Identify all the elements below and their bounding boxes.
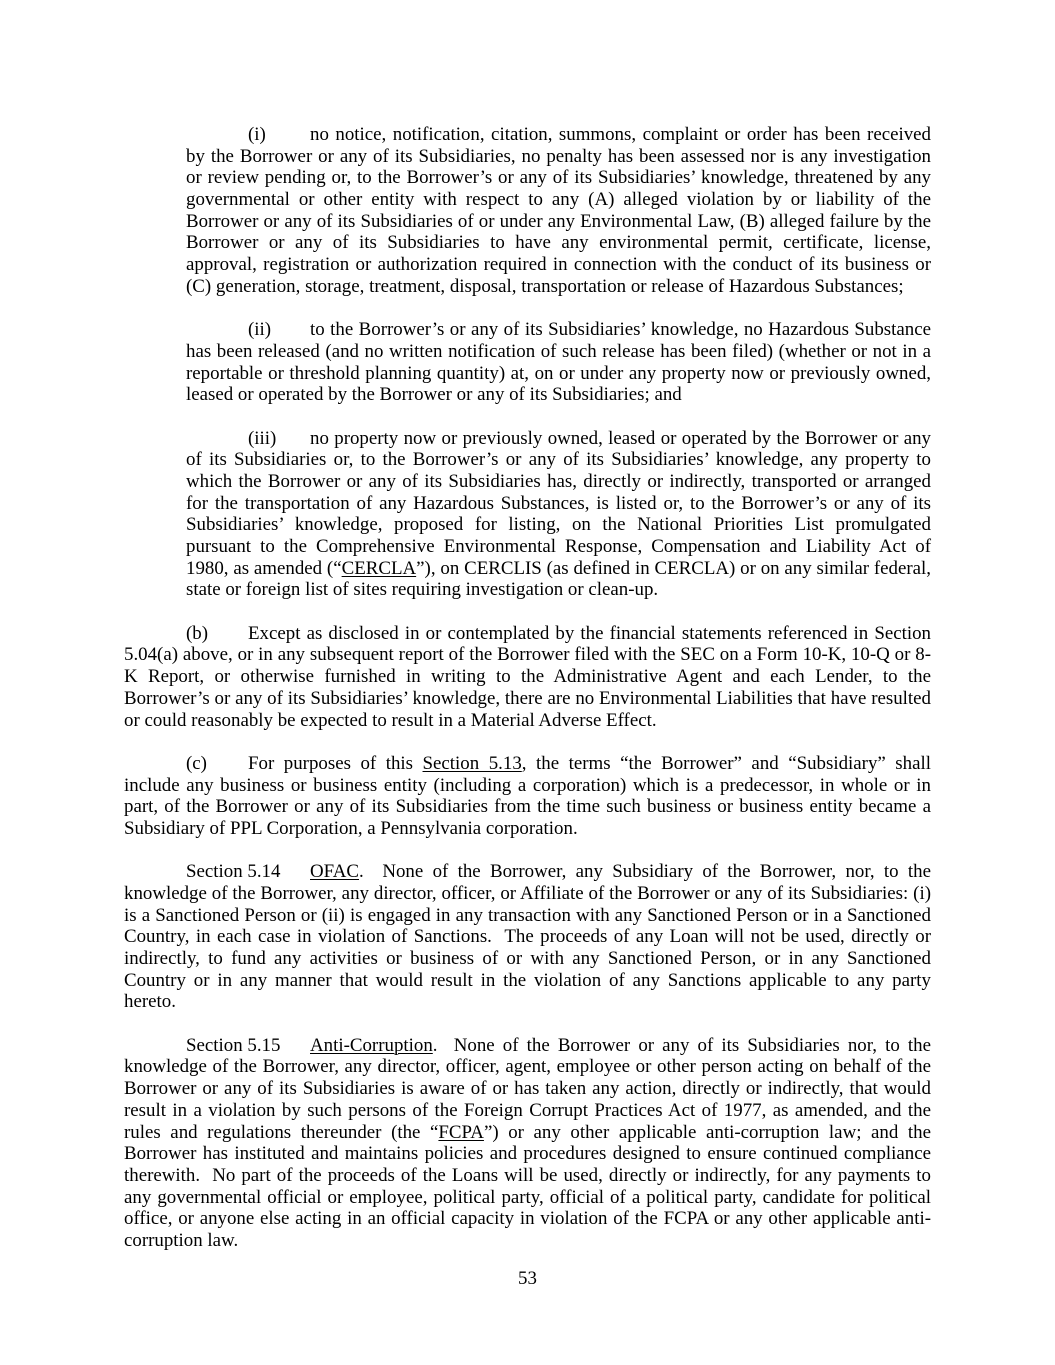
page-number: 53: [518, 1268, 537, 1289]
section-5-15: [124, 1034, 936, 1252]
section-text: . None of the Borrower, any Subsidiary of the Borrower, nor, to the knowledge of the Borrower, any director, officer, or Affiliate of the Borrower or any of its Subsidiaries: (i) is a Sanctioned Person or (ii) is engaged in any transaction with any Sanctioned Person or in a Sanctioned Country, in each case in violation of Sanctions. The proceeds of any Loan will not be used, directly or indirectly, to fund any activities or business of or with any Sanctioned Person, or in any Sanctioned Country or in any manner that would result in the violation of any Sanctions applicable to any party hereto.: [124, 861, 936, 1013]
page-body: [124, 124, 936, 1273]
clause-label: (iii): [248, 427, 277, 449]
section-heading: OFAC: [310, 861, 359, 883]
defined-term-cercla: CERCLA: [341, 557, 417, 579]
paragraph-environmental-iii: [186, 427, 936, 602]
clause-label: (b): [186, 622, 209, 644]
section-number: Section 5.15: [186, 1034, 281, 1056]
paragraph-environmental-ii: [186, 319, 936, 406]
clause-text: For purposes of this: [248, 752, 423, 774]
defined-term-fcpa: FCPA: [438, 1121, 484, 1143]
clause-label: (c): [186, 752, 207, 774]
paragraph-b: [124, 622, 936, 731]
clause-text: no notice, notification, citation, summons, complaint or order has been received by the Borrower or any of its Subsidiaries, no penalty has been assessed nor is any investigation or review pending or, to the Borrower’s or any of its Subsidiaries’ knowledge, threatened by any governmental or other entity with respect to any (A) alleged violation by or liability of the Borrower or any of its Subsidiaries of or under any Environmental Law, (B) alleged failure by the Borrower or any of its Subsidiaries to have any environmental permit, certificate, license, approval, registration or authorization required in connection with the conduct of its business or (C) generation, storage, treatment, disposal, transportation or release of Hazardous Substances;: [186, 124, 936, 297]
section-heading: Anti-Corruption: [310, 1034, 433, 1056]
clause-text: no property now or previously owned, leased or operated by the Borrower or any of its Subsidiaries or, to the Borrower’s or any of its Subsidiaries’ knowledge, any property to which the Borrower or any of its Subsidiaries has, directly or indirectly, transported or arranged for the transportation of any Hazardous Substances, is listed or, to the Borrower’s or any of its Subsidiaries’ knowledge, proposed for listing, on the National Priorities List promulgated pursuant to the Comprehensive Environmental Response, Compensation and Liability Act of 1980, as amended (“: [186, 427, 936, 579]
paragraph-c: [124, 752, 936, 840]
section-5-14: [124, 861, 936, 1013]
clause-text: ”), on CERCLIS (as defined in CERCLA) or on any similar federal, state or foreign list of sites requiring investigation or clean-up.: [186, 557, 936, 601]
clause-text: Except as disclosed in or contemplated by the financial statements referenced in Section 5.04(a) above, or in any subsequent report of the Borrower filed with the SEC on a Form 10-K, 10-Q or 8-K Report, or otherwise furnished in writing to the Administrative Agent and each Lender, to the Borrower’s or any of its Subsidiaries’ knowledge, there are no Environmental Liabilities that have resulted or could reasonably be expected to result in a Material Adverse Effect.: [124, 622, 936, 731]
clause-label: (i): [248, 124, 266, 145]
section-number: Section 5.14: [186, 861, 281, 883]
section-text: . None of the Borrower or any of its Subsidiaries nor, to the knowledge of the Borrower, any director, officer, agent, employee or other person acting on behalf of the Borrower or any of its Subsidiaries is aware of or has taken any action, directly or indirectly, that would result in a violation by such persons of the Foreign Corrupt Practices Act of 1977, as amended, and the rules and regulations thereunder (the “: [124, 1034, 936, 1143]
section-text: ”) or any other applicable anti-corruption law; and the Borrower has instituted and maintains policies and procedures designed to ensure continued compliance therewith. No part of the proceeds of the Loans will be used, directly or indirectly, for any payments to any governmental official or employee, political party, official of a political party, candidate for political office, or anyone else acting in an official capacity in violation of the FCPA or any other applicable anti-corruption law.: [124, 1121, 936, 1251]
clause-text: to the Borrower’s or any of its Subsidiaries’ knowledge, no Hazardous Substance has been released (and no written notification of such release has been filed) (whether or not in a reportable or threshold planning quantity) at, on or under any property now or previously owned, leased or operated by the Borrower or any of its Subsidiaries; and: [186, 319, 936, 406]
paragraph-environmental-i: [186, 124, 936, 298]
clause-text: , the terms “the Borrower” and “Subsidiary” shall include any business or business entity (including a corporation) which is a predecessor, in whole or in part, of the Borrower or any of its Subsidiaries from the time such business or business entity became a Subsidiary of PPL Corporation, a Pennsylvania corporation.: [124, 752, 936, 839]
section-reference: Section 5.13: [422, 752, 522, 774]
clause-label: (ii): [248, 319, 272, 341]
